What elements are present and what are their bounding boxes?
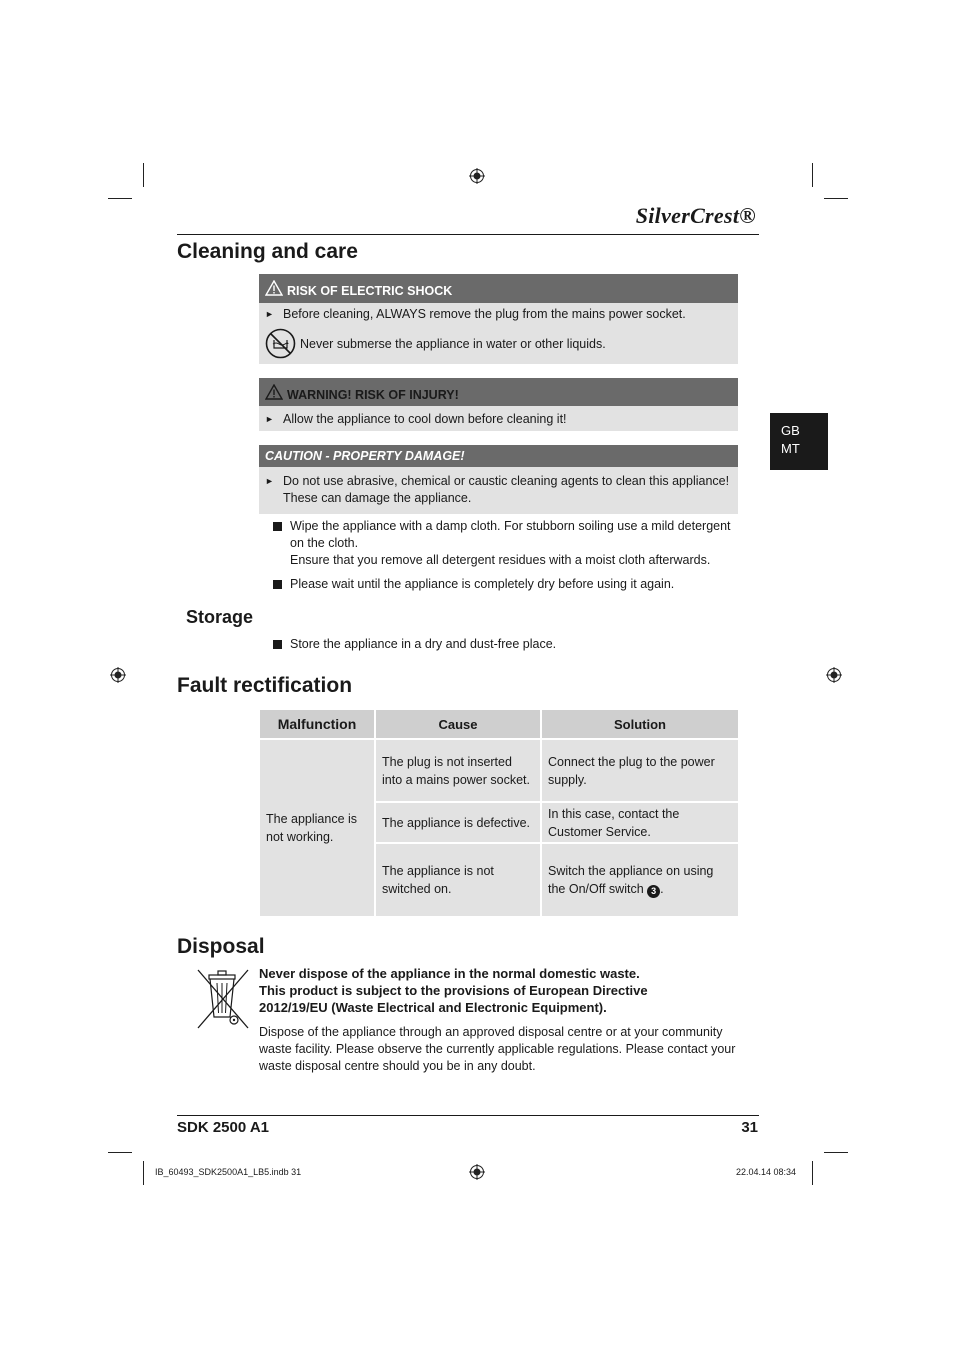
warning-title: WARNING! RISK OF INJURY! — [287, 388, 459, 402]
print-file-name: IB_60493_SDK2500A1_LB5.indb 31 — [155, 1167, 302, 1177]
crop-mark — [812, 163, 813, 187]
switch-reference-number: 3 — [647, 885, 660, 898]
square-bullet-icon — [273, 640, 282, 649]
brand-logo: SilverCrest® — [635, 203, 756, 228]
model-number: SDK 2500 A1 — [177, 1119, 269, 1136]
fault-table — [258, 708, 740, 918]
crop-mark — [143, 163, 144, 187]
page-number: 31 — [741, 1119, 758, 1136]
cause-cell: The plug is not inserted into a mains power socket. — [376, 740, 540, 801]
arrow-bullet-icon: ► — [265, 476, 274, 486]
injury-item: Allow the appliance to cool down before cleaning it! — [283, 412, 567, 426]
caution-line-2: These can damage the appliance. — [283, 491, 472, 505]
registration-mark-icon — [826, 667, 842, 683]
registration-mark-icon — [469, 168, 485, 184]
cleaning-bullet-1-line-3: Ensure that you remove all detergent residues with a moist cloth afterwards. — [290, 553, 711, 567]
crop-mark — [108, 1152, 132, 1153]
caution-header: CAUTION - PROPERTY DAMAGE! — [259, 445, 738, 467]
lang-gb: GB — [781, 423, 800, 438]
disposal-text-line-1: Dispose of the appliance through an approved disposal centre or at your community — [259, 1025, 723, 1039]
section-title-disposal: Disposal — [177, 935, 265, 958]
shock-item-water: Never submerse the appliance in water or other liquids. — [300, 337, 606, 351]
warning-triangle-icon — [265, 280, 283, 296]
cause-cell: The appliance is not switched on. — [376, 844, 540, 916]
square-bullet-icon — [273, 522, 282, 531]
language-tab — [770, 413, 828, 470]
warning-title: RISK OF ELECTRIC SHOCK — [287, 284, 453, 298]
header-rule — [177, 234, 759, 235]
crop-mark — [824, 198, 848, 199]
property-damage-caution-box — [259, 445, 738, 514]
table-row — [260, 740, 738, 801]
arrow-bullet-icon: ► — [265, 309, 274, 319]
cleaning-bullet-1-line-1: Wipe the appliance with a damp cloth. For stubborn soiling use a mild detergent — [290, 519, 731, 533]
solution-cell: Connect the plug to the power supply. — [542, 740, 738, 801]
caution-line-1: Do not use abrasive, chemical or caustic cleaning agents to clean this appliance! — [283, 474, 730, 488]
section-title-cleaning: Cleaning and care — [177, 240, 358, 263]
cause-cell: The appliance is defective. — [376, 803, 540, 842]
malfunction-cell: The appliance is not working. — [260, 740, 374, 916]
header-solution: Solution — [542, 710, 738, 738]
no-submerse-icon — [265, 328, 296, 359]
crop-mark — [108, 198, 132, 199]
weee-crossed-bin-icon — [195, 967, 253, 1031]
electric-shock-warning-box — [259, 274, 738, 364]
section-title-fault: Fault rectification — [177, 674, 353, 697]
crop-mark — [812, 1161, 813, 1185]
disposal-text-line-2: waste facility. Please observe the currently applicable regulations. Please contact your — [259, 1042, 736, 1056]
storage-bullet: Store the appliance in a dry and dust-free place. — [290, 637, 557, 651]
warning-header — [259, 274, 738, 303]
registration-mark-icon — [469, 1164, 485, 1180]
lang-mt: MT — [781, 441, 800, 456]
header-cause: Cause — [376, 710, 540, 738]
cleaning-bullet-2: Please wait until the appliance is completely dry before using it again. — [290, 577, 675, 591]
warning-header — [259, 378, 738, 406]
arrow-bullet-icon: ► — [265, 414, 274, 424]
disposal-bold-line-3: 2012/19/EU (Waste Electrical and Electronic Equipment). — [259, 1000, 607, 1015]
print-timestamp: 22.04.14 08:34 — [736, 1167, 797, 1177]
square-bullet-icon — [273, 580, 282, 589]
crop-mark — [824, 1152, 848, 1153]
disposal-bold-line-2: This product is subject to the provisions of European Directive — [259, 983, 648, 998]
footer-rule — [177, 1115, 759, 1116]
registration-mark-icon — [110, 667, 126, 683]
section-title-storage: Storage — [186, 607, 254, 627]
disposal-text-line-3: waste disposal centre should you be in any doubt. — [259, 1059, 536, 1073]
table-header-row — [260, 710, 738, 738]
solution-cell: Switch the appliance on using the On/Off switch 3 . — [542, 844, 738, 916]
cleaning-bullet-1-line-2: on the cloth. — [290, 536, 359, 550]
solution-text: Switch the appliance on using the On/Off switch — [548, 864, 714, 896]
solution-cell: In this case, contact the Customer Service. — [542, 803, 738, 842]
shock-item-unplug: Before cleaning, ALWAYS remove the plug from the mains power socket. — [283, 307, 686, 321]
crop-mark — [143, 1161, 144, 1185]
warning-triangle-icon — [265, 384, 283, 400]
injury-warning-box — [259, 378, 738, 431]
header-malfunction: Malfunction — [260, 710, 374, 738]
disposal-bold-line-1: Never dispose of the appliance in the normal domestic waste. — [259, 966, 640, 981]
